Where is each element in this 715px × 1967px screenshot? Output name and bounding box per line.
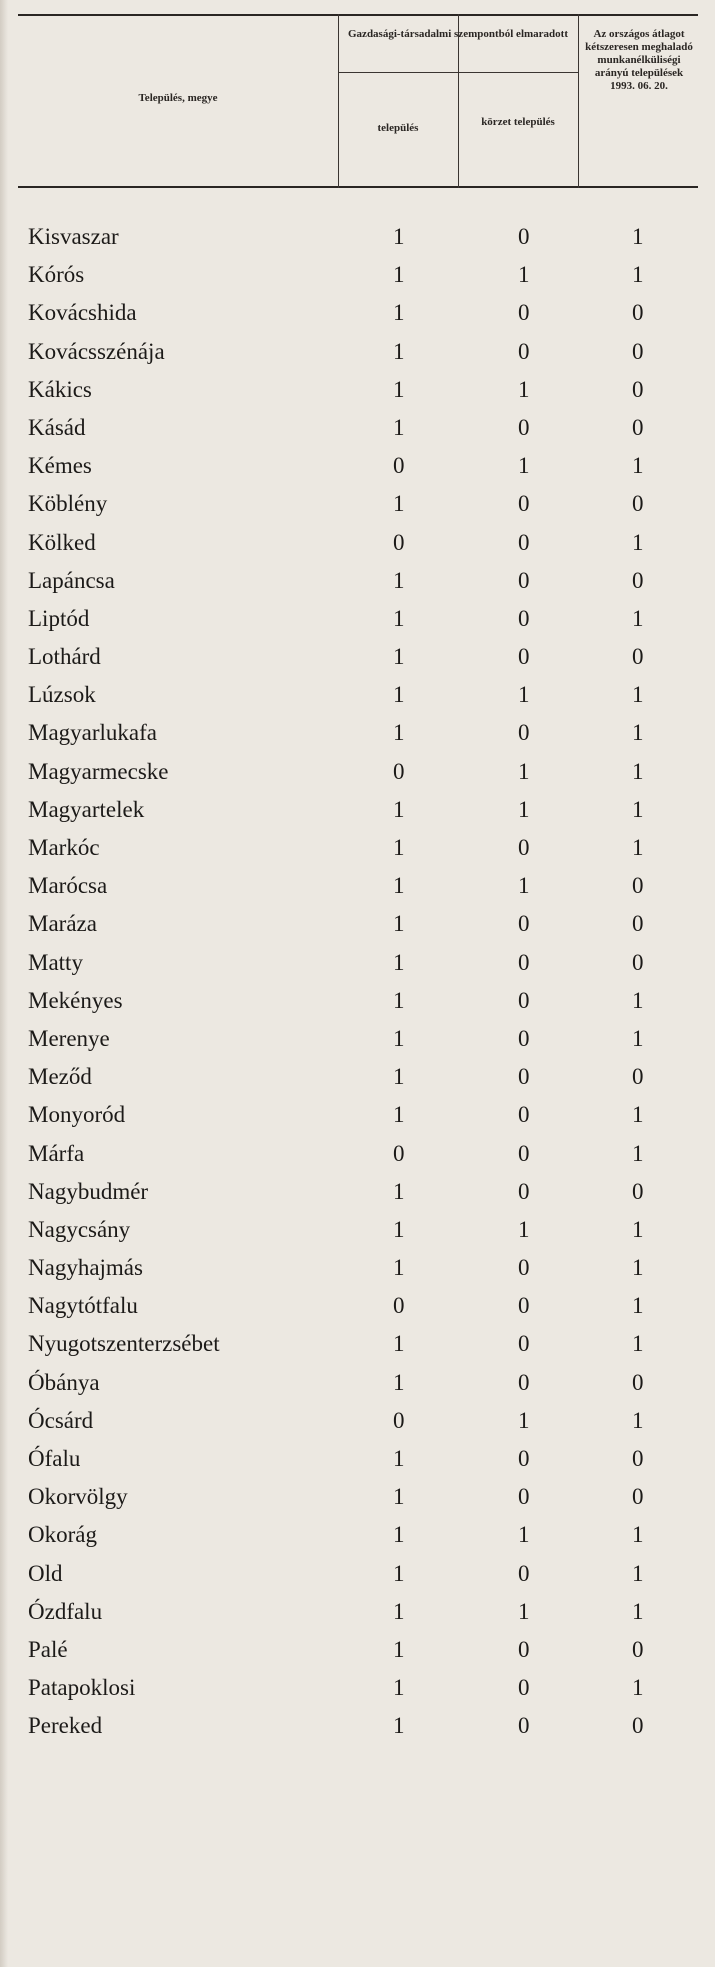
- settlement-name: Nagybudmér: [28, 1178, 149, 1204]
- table-row: [0, 1482, 715, 1520]
- value-korzet: 1: [518, 1407, 530, 1433]
- value-korzet: 0: [518, 720, 530, 746]
- settlement-name: Markóc: [28, 835, 100, 860]
- settlement-name: Maráza: [28, 911, 97, 937]
- value-korzet: 0: [518, 1293, 530, 1319]
- settlement-name: Pereked: [28, 1713, 103, 1739]
- settlement-name: Okorág: [28, 1522, 97, 1548]
- value-korzet: 0: [518, 1446, 530, 1471]
- table-row: [0, 260, 715, 298]
- settlement-name: Kovácsszénája: [28, 338, 165, 364]
- table-row: [0, 642, 715, 680]
- value-korzet: 1: [518, 682, 530, 708]
- value-korzet: 0: [518, 1484, 530, 1510]
- value-telepules: 1: [393, 873, 405, 899]
- table-row: [0, 680, 715, 718]
- table-row: [0, 1291, 715, 1329]
- value-korzet: 0: [518, 1369, 530, 1395]
- value-munkanelkuli: 1: [632, 796, 644, 822]
- table-row: [0, 1139, 715, 1177]
- value-korzet: 0: [518, 1675, 530, 1701]
- value-telepules: 1: [393, 1675, 405, 1701]
- table-row: [0, 1177, 715, 1215]
- table-row: [0, 489, 715, 527]
- settlement-name: Magyartelek: [28, 796, 145, 822]
- table-row: [0, 795, 715, 833]
- value-munkanelkuli: 1: [632, 835, 644, 860]
- table-row: [0, 566, 715, 604]
- value-munkanelkuli: 1: [632, 987, 644, 1013]
- value-korzet: 0: [518, 835, 530, 860]
- value-telepules: 1: [393, 491, 405, 517]
- value-munkanelkuli: 1: [632, 758, 644, 784]
- value-korzet: 0: [518, 224, 530, 249]
- value-munkanelkuli: 1: [632, 605, 644, 631]
- table-row: [0, 1520, 715, 1558]
- value-telepules: 1: [393, 1255, 405, 1281]
- settlement-name: Márfa: [28, 1140, 85, 1166]
- value-munkanelkuli: 1: [632, 1598, 644, 1624]
- settlement-name: Ózdfalu: [28, 1598, 103, 1624]
- value-korzet: 0: [518, 414, 530, 440]
- settlement-name: Meződ: [28, 1064, 92, 1090]
- settlement-name: Palé: [28, 1636, 68, 1662]
- value-korzet: 1: [518, 873, 530, 899]
- value-munkanelkuli: 0: [632, 567, 644, 593]
- settlement-name: Lothárd: [28, 644, 101, 670]
- settlement-name: Kovácshida: [28, 300, 137, 326]
- value-munkanelkuli: 1: [632, 1216, 644, 1242]
- value-korzet: 1: [518, 1216, 530, 1242]
- value-telepules: 1: [393, 567, 405, 593]
- value-telepules: 1: [393, 644, 405, 670]
- value-munkanelkuli: 1: [632, 224, 644, 249]
- value-munkanelkuli: 0: [632, 1713, 644, 1739]
- table-row: [0, 757, 715, 795]
- table-row: [0, 1329, 715, 1367]
- table-row: [0, 1100, 715, 1138]
- value-telepules: 1: [393, 1369, 405, 1395]
- value-korzet: 0: [518, 1255, 530, 1281]
- value-munkanelkuli: 0: [632, 1178, 644, 1204]
- settlement-name: Monyoród: [28, 1102, 126, 1128]
- value-korzet: 0: [518, 491, 530, 517]
- value-munkanelkuli: 1: [632, 453, 644, 479]
- value-munkanelkuli: 0: [632, 376, 644, 402]
- table-row: [0, 1597, 715, 1635]
- value-korzet: 0: [518, 1102, 530, 1128]
- value-telepules: 1: [393, 224, 405, 249]
- settlement-name: Kölked: [28, 529, 96, 555]
- value-telepules: 1: [393, 796, 405, 822]
- header-group-rule: [338, 72, 578, 73]
- table-row: [0, 1711, 715, 1749]
- settlement-name: Ófalu: [28, 1446, 81, 1471]
- value-telepules: 1: [393, 835, 405, 860]
- value-munkanelkuli: 0: [632, 491, 644, 517]
- value-munkanelkuli: 1: [632, 1331, 644, 1357]
- table-row: [0, 1559, 715, 1597]
- table-row: [0, 413, 715, 451]
- table-row: [0, 1062, 715, 1100]
- value-telepules: 1: [393, 682, 405, 708]
- settlement-name: Magyarmecske: [28, 758, 169, 784]
- value-telepules: 1: [393, 1446, 405, 1471]
- value-munkanelkuli: 1: [632, 1102, 644, 1128]
- value-munkanelkuli: 1: [632, 1255, 644, 1281]
- table-body: [0, 222, 715, 1750]
- settlement-name: Nyugotszenterzsébet: [28, 1331, 220, 1357]
- value-telepules: 0: [393, 1407, 405, 1433]
- value-korzet: 0: [518, 987, 530, 1013]
- settlement-name: Lapáncsa: [28, 567, 115, 593]
- value-munkanelkuli: 1: [632, 529, 644, 555]
- value-munkanelkuli: 1: [632, 1140, 644, 1166]
- table-row: [0, 1673, 715, 1711]
- settlement-name: Old: [28, 1560, 63, 1586]
- table-row: [0, 871, 715, 909]
- value-korzet: 1: [518, 758, 530, 784]
- settlement-name: Okorvölgy: [28, 1484, 128, 1510]
- table-row: [0, 528, 715, 566]
- settlement-name: Ócsárd: [28, 1407, 94, 1433]
- value-munkanelkuli: 0: [632, 1484, 644, 1510]
- value-korzet: 0: [518, 300, 530, 326]
- header-col-name: Település, megye: [138, 92, 218, 104]
- value-telepules: 1: [393, 987, 405, 1013]
- table-row: [0, 909, 715, 947]
- settlement-name: Merenye: [28, 1025, 110, 1051]
- value-telepules: 1: [393, 262, 405, 288]
- value-korzet: 0: [518, 1560, 530, 1586]
- header-group-label: Gazdasági-társadalmi szempontból elmaradott: [348, 28, 568, 40]
- settlement-name: Magyarlukafa: [28, 720, 157, 746]
- table-header: [18, 14, 698, 189]
- value-munkanelkuli: 1: [632, 1560, 644, 1586]
- settlement-name: Kákics: [28, 376, 92, 402]
- header-col-telepules: település: [377, 122, 419, 134]
- value-munkanelkuli: 1: [632, 1025, 644, 1051]
- value-korzet: 1: [518, 262, 530, 288]
- value-telepules: 1: [393, 1713, 405, 1739]
- settlement-name: Nagyhajmás: [28, 1255, 143, 1281]
- value-korzet: 0: [518, 338, 530, 364]
- value-korzet: 0: [518, 644, 530, 670]
- value-munkanelkuli: 0: [632, 911, 644, 937]
- settlement-name: Lúzsok: [28, 682, 96, 708]
- header-col-korzet: körzet település: [481, 116, 555, 128]
- value-korzet: 0: [518, 1025, 530, 1051]
- value-munkanelkuli: 0: [632, 949, 644, 975]
- value-telepules: 1: [393, 1178, 405, 1204]
- settlement-name: Liptód: [28, 605, 90, 631]
- value-korzet: 0: [518, 1713, 530, 1739]
- value-korzet: 0: [518, 911, 530, 937]
- value-telepules: 0: [393, 529, 405, 555]
- value-munkanelkuli: 1: [632, 1675, 644, 1701]
- table-row: [0, 337, 715, 375]
- settlement-name: Kórós: [28, 262, 85, 288]
- value-munkanelkuli: 0: [632, 873, 644, 899]
- value-korzet: 1: [518, 1522, 530, 1548]
- settlement-name: Köblény: [28, 491, 108, 517]
- table-row: [0, 1444, 715, 1482]
- value-telepules: 0: [393, 1293, 405, 1319]
- header-top-rule: [18, 14, 698, 16]
- value-telepules: 1: [393, 1598, 405, 1624]
- settlement-name: Kisvaszar: [28, 224, 119, 249]
- value-telepules: 1: [393, 1484, 405, 1510]
- value-korzet: 0: [518, 529, 530, 555]
- table-row: [0, 222, 715, 260]
- value-munkanelkuli: 0: [632, 338, 644, 364]
- settlement-name: Nagytótfalu: [28, 1293, 138, 1319]
- value-korzet: 0: [518, 605, 530, 631]
- header-divider-3: [578, 14, 579, 188]
- value-telepules: 1: [393, 605, 405, 631]
- value-telepules: 1: [393, 911, 405, 937]
- value-korzet: 0: [518, 1064, 530, 1090]
- table-row: [0, 986, 715, 1024]
- settlement-name: Mekényes: [28, 987, 123, 1013]
- header-bottom-rule: [18, 186, 698, 188]
- settlement-name: Marócsa: [28, 873, 108, 899]
- table-row: [0, 1406, 715, 1444]
- value-korzet: 0: [518, 567, 530, 593]
- value-telepules: 1: [393, 1216, 405, 1242]
- table-row: [0, 298, 715, 336]
- settlement-name: Óbánya: [28, 1369, 100, 1395]
- value-telepules: 1: [393, 414, 405, 440]
- value-korzet: 1: [518, 796, 530, 822]
- value-munkanelkuli: 0: [632, 1636, 644, 1662]
- table-row: [0, 1253, 715, 1291]
- value-telepules: 1: [393, 1560, 405, 1586]
- value-korzet: 0: [518, 949, 530, 975]
- value-telepules: 0: [393, 758, 405, 784]
- value-munkanelkuli: 1: [632, 1522, 644, 1548]
- value-korzet: 0: [518, 1140, 530, 1166]
- value-munkanelkuli: 0: [632, 1446, 644, 1471]
- value-korzet: 0: [518, 1636, 530, 1662]
- value-munkanelkuli: 0: [632, 414, 644, 440]
- value-telepules: 1: [393, 720, 405, 746]
- settlement-name: Matty: [28, 949, 83, 975]
- value-telepules: 0: [393, 1140, 405, 1166]
- value-munkanelkuli: 0: [632, 644, 644, 670]
- value-munkanelkuli: 1: [632, 720, 644, 746]
- table-row: [0, 1215, 715, 1253]
- value-korzet: 1: [518, 376, 530, 402]
- header-divider-1: [338, 14, 339, 188]
- value-korzet: 1: [518, 1598, 530, 1624]
- settlement-name: Kásád: [28, 414, 86, 440]
- value-telepules: 1: [393, 949, 405, 975]
- value-telepules: 1: [393, 1636, 405, 1662]
- header-col-munkanelkuli: Az országos átlagot kétszeresen meghaladó munkanélküliségi arányú települések 1993. 06. 20.: [585, 28, 693, 92]
- value-munkanelkuli: 1: [632, 1293, 644, 1319]
- settlement-name: Kémes: [28, 453, 92, 479]
- table-row: [0, 718, 715, 756]
- value-munkanelkuli: 1: [632, 1407, 644, 1433]
- value-telepules: 1: [393, 1025, 405, 1051]
- value-telepules: 1: [393, 300, 405, 326]
- value-telepules: 1: [393, 1331, 405, 1357]
- settlement-name: Nagycsány: [28, 1216, 131, 1242]
- table-row: [0, 375, 715, 413]
- value-munkanelkuli: 1: [632, 682, 644, 708]
- table-row: [0, 948, 715, 986]
- value-telepules: 1: [393, 1102, 405, 1128]
- value-telepules: 1: [393, 376, 405, 402]
- value-korzet: 0: [518, 1178, 530, 1204]
- table-row: [0, 451, 715, 489]
- settlement-name: Patapoklosi: [28, 1675, 136, 1701]
- value-telepules: 1: [393, 338, 405, 364]
- value-korzet: 1: [518, 453, 530, 479]
- value-telepules: 1: [393, 1522, 405, 1548]
- value-munkanelkuli: 1: [632, 262, 644, 288]
- value-telepules: 0: [393, 453, 405, 479]
- table-row: [0, 1024, 715, 1062]
- table-row: [0, 1635, 715, 1673]
- value-telepules: 1: [393, 1064, 405, 1090]
- value-munkanelkuli: 0: [632, 1064, 644, 1090]
- value-munkanelkuli: 0: [632, 1369, 644, 1395]
- table-row: [0, 833, 715, 871]
- value-korzet: 0: [518, 1331, 530, 1357]
- table-row: [0, 604, 715, 642]
- table-row: [0, 1368, 715, 1406]
- value-munkanelkuli: 0: [632, 300, 644, 326]
